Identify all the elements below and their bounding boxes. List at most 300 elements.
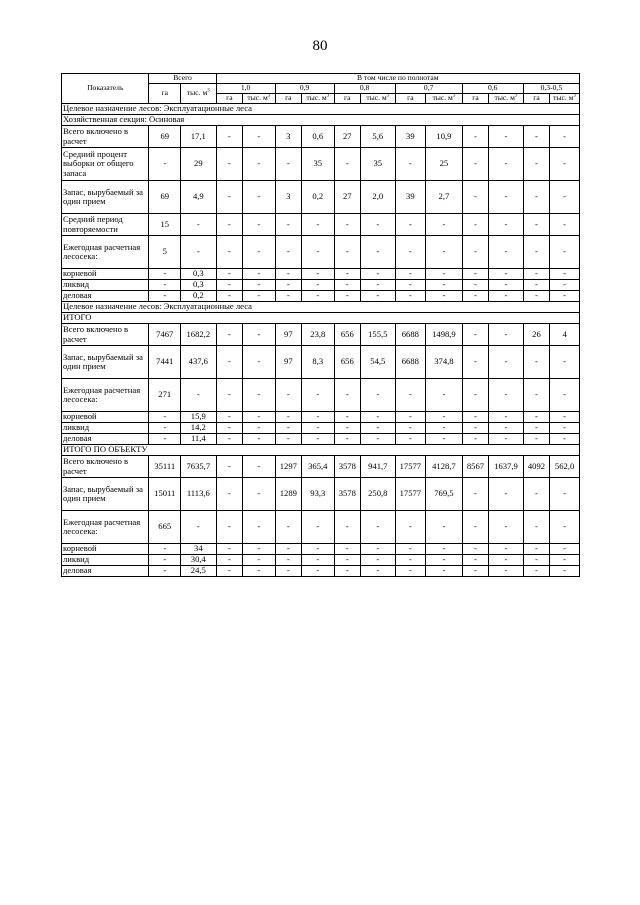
table-cell: - [489,434,524,445]
table-cell: 562,0 [550,456,580,478]
table-cell: - [550,566,580,577]
table-cell: - [216,269,242,280]
table-cell: - [462,181,488,214]
table-cell: 3 [275,126,301,148]
table-cell: 29 [181,148,217,181]
row-label: ликвид [62,280,149,291]
table-cell: 15011 [149,478,181,511]
table-cell: - [523,148,549,181]
table-cell: - [523,379,549,412]
table-cell: - [550,291,580,302]
table-cell: 271 [149,379,181,412]
table-cell: 23,8 [302,324,335,346]
table-cell: - [243,346,276,379]
table-cell: - [216,236,242,269]
table-cell: - [216,544,242,555]
table-cell: - [149,269,181,280]
row-label: корневой [62,412,149,423]
table-cell: - [149,280,181,291]
table-cell: - [243,214,276,236]
page-number: 80 [312,38,328,54]
table-cell: - [302,423,335,434]
table-cell: 0,3 [181,269,217,280]
table-cell: - [426,566,463,577]
table-cell: 30,4 [181,555,217,566]
table-cell: - [550,346,580,379]
table-cell: - [361,236,396,269]
section-purpose: Целевое назначение лесов: Эксплуатационные леса [62,104,580,115]
table-cell: - [523,544,549,555]
table-cell: - [426,544,463,555]
table-cell: - [462,379,488,412]
table-cell: - [489,280,524,291]
table-cell: 26 [523,324,549,346]
table-cell: - [550,478,580,511]
table-cell: 8567 [462,456,488,478]
table-cell: 665 [149,511,181,544]
table-cell: - [550,280,580,291]
table-cell: - [361,566,396,577]
table-cell: - [243,379,276,412]
table-cell: 11,4 [181,434,217,445]
table-cell: 365,4 [302,456,335,478]
table-row [62,236,580,269]
table-cell: - [462,280,488,291]
table-cell: 656 [334,324,360,346]
table-cell: - [334,412,360,423]
table-cell: - [334,555,360,566]
table-cell: - [216,555,242,566]
table-cell: - [149,291,181,302]
table-cell: - [523,181,549,214]
table-cell: - [216,434,242,445]
table-row [62,126,580,148]
table-cell: 3 [275,181,301,214]
table-cell: - [334,291,360,302]
table-cell: - [334,423,360,434]
table-cell: - [489,511,524,544]
table-cell: - [149,544,181,555]
table-cell: 1113,6 [181,478,217,511]
table-cell: 27 [334,181,360,214]
table-cell: - [216,566,242,577]
table-cell: - [334,434,360,445]
table-cell: - [523,555,549,566]
table-cell: - [489,478,524,511]
section-purpose: Целевое назначение лесов: Эксплуатационные леса [62,302,580,313]
table-cell: - [462,511,488,544]
table-cell: - [243,555,276,566]
table-cell: - [243,280,276,291]
table-cell: 15,9 [181,412,217,423]
table-cell: 1637,9 [489,456,524,478]
table-row [62,544,580,555]
table-cell: - [489,291,524,302]
table-cell: - [395,544,426,555]
table-cell: - [361,214,396,236]
table-cell: - [426,423,463,434]
table-cell: - [181,379,217,412]
table-cell: - [489,126,524,148]
table-cell: - [550,511,580,544]
table-cell: - [216,324,242,346]
table-row [62,346,580,379]
table-cell: - [216,181,242,214]
table-cell: - [302,291,335,302]
table-cell: - [462,434,488,445]
table-cell: 69 [149,126,181,148]
table-cell: 0,2 [181,291,217,302]
table-cell: - [275,555,301,566]
table-cell: 24,5 [181,566,217,577]
table-cell: - [243,236,276,269]
table-cell: - [395,236,426,269]
header-unit-thous: тыс. $м^3$ [489,94,524,104]
row-label: Запас, вырубаемый за один прием [62,478,149,511]
table-cell: 5,6 [361,126,396,148]
row-label: деловая [62,291,149,302]
table-row [62,412,580,423]
table-cell: 17,1 [181,126,217,148]
table-cell: - [395,280,426,291]
table-cell: - [523,346,549,379]
table-cell: - [361,280,396,291]
table-cell: - [426,269,463,280]
table-cell: - [426,379,463,412]
table-cell: 155,5 [361,324,396,346]
table-cell: - [523,236,549,269]
table-cell: - [302,544,335,555]
row-label: Ежегодная расчетная лесосека: [62,236,149,269]
table-cell: - [395,555,426,566]
table-cell: - [550,544,580,555]
table-cell: - [334,236,360,269]
table-cell: - [426,434,463,445]
table-cell: - [243,324,276,346]
header-group: 0,9 [275,84,334,94]
table-cell: - [334,269,360,280]
table-row [62,280,580,291]
table-cell: 2,0 [361,181,396,214]
table-cell: 6688 [395,346,426,379]
table-row [62,456,580,478]
table-cell: 14,2 [181,423,217,434]
table-cell: - [550,181,580,214]
header-group: 0,8 [334,84,395,94]
table-cell: - [395,434,426,445]
table-cell: - [395,148,426,181]
table-cell: - [523,269,549,280]
table-row [62,148,580,181]
table-cell: - [361,434,396,445]
table-cell: - [550,126,580,148]
table-cell: - [275,423,301,434]
table-cell: - [523,280,549,291]
table-cell: - [275,280,301,291]
table-cell: - [275,566,301,577]
table-cell: - [216,379,242,412]
table-cell: 35 [302,148,335,181]
table-cell: - [243,456,276,478]
table-cell: - [462,148,488,181]
table-cell: - [334,214,360,236]
table-cell: - [426,236,463,269]
table-cell: - [489,544,524,555]
table-cell: - [395,412,426,423]
table-row [62,269,580,280]
table-cell: - [523,434,549,445]
table-cell: - [275,412,301,423]
table-cell: - [302,269,335,280]
table-cell: - [216,478,242,511]
table-cell: - [149,148,181,181]
table-cell: - [216,280,242,291]
table-cell: - [489,148,524,181]
table-cell: 769,5 [426,478,463,511]
table-cell: - [489,236,524,269]
table-cell: - [275,269,301,280]
table-cell: 54,5 [361,346,396,379]
table-cell: - [426,291,463,302]
row-label: Всего включено в расчет [62,324,149,346]
table-cell: - [462,346,488,379]
table-row [62,181,580,214]
table-cell: 0,2 [302,181,335,214]
table-cell: 4 [550,324,580,346]
table-cell: - [550,214,580,236]
table-cell: - [462,566,488,577]
table-cell: - [489,379,524,412]
table-cell: - [275,148,301,181]
row-label: Средний период повторяемости [62,214,149,236]
table-cell: - [243,291,276,302]
row-label: Запас, вырубаемый за один прием [62,346,149,379]
table-cell: 437,6 [181,346,217,379]
table-row [62,434,580,445]
table-cell: - [395,423,426,434]
header-unit-thous: тыс. $м^3$ [426,94,463,104]
table-cell: 4,9 [181,181,217,214]
header-unit-ha: га [523,94,549,104]
table-cell: - [550,412,580,423]
table-cell: - [302,566,335,577]
header-group: 0,6 [462,84,523,94]
header-group: 0,7 [395,84,462,94]
table-cell: - [361,423,396,434]
header-total-thous: тыс. $м^3$ [181,84,217,104]
table-cell: 7441 [149,346,181,379]
table-cell: - [395,511,426,544]
table-cell: - [550,379,580,412]
table-cell: 1498,9 [426,324,463,346]
row-label: корневой [62,269,149,280]
header-group: 0,3-0,5 [523,84,579,94]
table-cell: - [489,181,524,214]
table-cell: - [550,236,580,269]
table-cell: - [462,269,488,280]
table-cell: - [302,434,335,445]
table-cell: - [149,566,181,577]
table-body [62,104,580,577]
table-cell: - [361,544,396,555]
table-cell: 0,6 [302,126,335,148]
table-cell: - [275,291,301,302]
table-cell: - [361,291,396,302]
table-cell: 6688 [395,324,426,346]
table-cell: - [462,214,488,236]
table-cell: - [302,214,335,236]
cutting-calculation-table [61,73,580,577]
table-cell: - [243,269,276,280]
table-cell: 941,7 [361,456,396,478]
table-row [62,566,580,577]
table-cell: - [462,291,488,302]
table-cell: - [550,423,580,434]
table-cell: - [550,434,580,445]
table-cell: - [275,544,301,555]
table-cell: 656 [334,346,360,379]
header-unit-thous: тыс. $м^3$ [550,94,580,104]
table-cell: - [243,434,276,445]
table-cell: 15 [149,214,181,236]
table-cell: - [275,511,301,544]
table-cell: 1289 [275,478,301,511]
table-cell: - [181,236,217,269]
table-cell: 25 [426,148,463,181]
table-cell: - [216,214,242,236]
table-row [62,555,580,566]
table-cell: 27 [334,126,360,148]
table-cell: - [361,379,396,412]
header-unit-thous: тыс. $м^3$ [243,94,276,104]
table-cell: - [243,511,276,544]
table-cell: 3578 [334,478,360,511]
table-cell: 34 [181,544,217,555]
header-unit-ha: га [275,94,301,104]
table-cell: - [302,511,335,544]
table-cell: - [462,412,488,423]
table-cell: - [216,291,242,302]
table-cell: - [489,269,524,280]
table-cell: - [216,126,242,148]
table-cell: - [523,566,549,577]
table-cell: 3578 [334,456,360,478]
table-cell: - [523,291,549,302]
section-total: ИТОГО [62,313,580,324]
table-cell: - [361,511,396,544]
table-cell: 4128,7 [426,456,463,478]
header-unit-ha: га [216,94,242,104]
table-cell: 97 [275,324,301,346]
table-cell: - [275,214,301,236]
table-cell: 5 [149,236,181,269]
table-cell: - [426,412,463,423]
table-cell: - [216,346,242,379]
table-cell: - [550,555,580,566]
table-cell: - [395,566,426,577]
table-cell: - [489,566,524,577]
table-cell: - [243,148,276,181]
row-label: Запас, вырубаемый за один прием [62,181,149,214]
table-cell: - [243,478,276,511]
table-row [62,478,580,511]
table-cell: - [334,511,360,544]
table-cell: - [275,434,301,445]
table-cell: - [243,544,276,555]
table-cell: - [489,423,524,434]
table-cell: 374,8 [426,346,463,379]
header-unit-ha: га [395,94,426,104]
table-cell: - [216,423,242,434]
table-cell: - [216,456,242,478]
table-cell: 1682,2 [181,324,217,346]
table-row [62,324,580,346]
table-cell: 39 [395,181,426,214]
table-cell: - [462,544,488,555]
table-cell: - [426,214,463,236]
table-cell: - [149,423,181,434]
table-cell: - [426,280,463,291]
table-cell: - [275,236,301,269]
table-cell: - [462,324,488,346]
table-cell: 4092 [523,456,549,478]
table-cell: - [302,555,335,566]
table-cell: - [275,379,301,412]
header-unit-thous: тыс. $м^3$ [302,94,335,104]
table-cell: 8,3 [302,346,335,379]
row-label: Всего включено в расчет [62,456,149,478]
table-cell: - [489,555,524,566]
table-cell: - [243,126,276,148]
section-object-total: ИТОГО ПО ОБЪЕКТУ [62,445,580,456]
table-cell: - [216,148,242,181]
table-cell: - [361,412,396,423]
table-cell: - [302,412,335,423]
table-cell: - [334,544,360,555]
table-cell: - [334,379,360,412]
table-cell: - [489,324,524,346]
row-label: Всего включено в расчет [62,126,149,148]
table-cell: - [550,269,580,280]
table-cell: 2,7 [426,181,463,214]
table-row [62,423,580,434]
row-label: деловая [62,434,149,445]
header-unit-ha: га [334,94,360,104]
row-label: корневой [62,544,149,555]
table-cell: - [395,291,426,302]
table-cell: - [462,555,488,566]
table-cell: - [302,379,335,412]
table-cell: - [523,478,549,511]
table-cell: 10,9 [426,126,463,148]
row-label: ликвид [62,555,149,566]
table-cell: 97 [275,346,301,379]
row-label: Ежегодная расчетная лесосека: [62,511,149,544]
table-cell: - [361,269,396,280]
table-cell: - [334,280,360,291]
table-row [62,511,580,544]
table-cell: - [243,181,276,214]
table-cell: - [550,148,580,181]
table-cell: - [426,511,463,544]
table-cell: - [243,412,276,423]
table-cell: 0,3 [181,280,217,291]
table-cell: 69 [149,181,181,214]
row-label: деловая [62,566,149,577]
table-cell: 17577 [395,478,426,511]
table-cell: - [243,423,276,434]
table-cell: - [302,236,335,269]
